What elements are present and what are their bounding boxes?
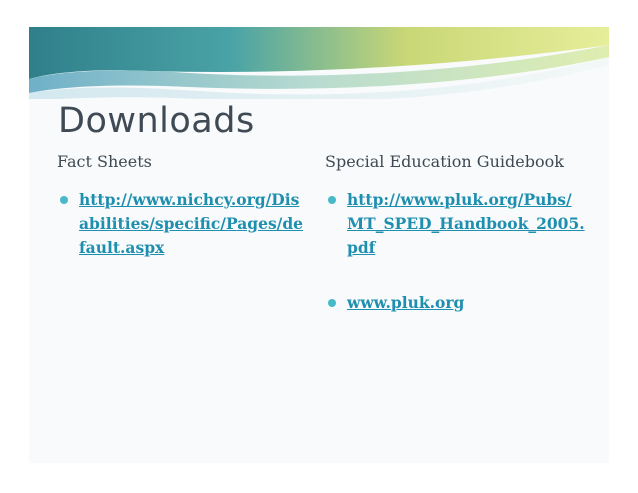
list-item bbox=[325, 188, 587, 260]
right-column-heading: Special Education Guidebook bbox=[325, 152, 564, 171]
bullet-icon bbox=[60, 196, 68, 204]
decorative-banner bbox=[29, 27, 609, 99]
pluk-handbook-link[interactable]: http://www.pluk.org/Pubs/MT_SPED_Handbook_2005.pdf bbox=[347, 190, 585, 257]
slide bbox=[29, 27, 609, 463]
list-item bbox=[325, 291, 587, 315]
left-column-heading: Fact Sheets bbox=[57, 152, 152, 171]
bullet-icon bbox=[328, 196, 336, 204]
nichcy-link[interactable]: http://www.nichcy.org/Disabilities/specific/Pages/default.aspx bbox=[79, 190, 304, 257]
pluk-home-link[interactable]: www.pluk.org bbox=[347, 293, 465, 312]
list-item bbox=[57, 188, 309, 260]
slide-title: Downloads bbox=[58, 101, 255, 141]
right-link-list bbox=[325, 188, 587, 315]
bullet-icon bbox=[328, 299, 336, 307]
left-link-list bbox=[57, 188, 309, 260]
